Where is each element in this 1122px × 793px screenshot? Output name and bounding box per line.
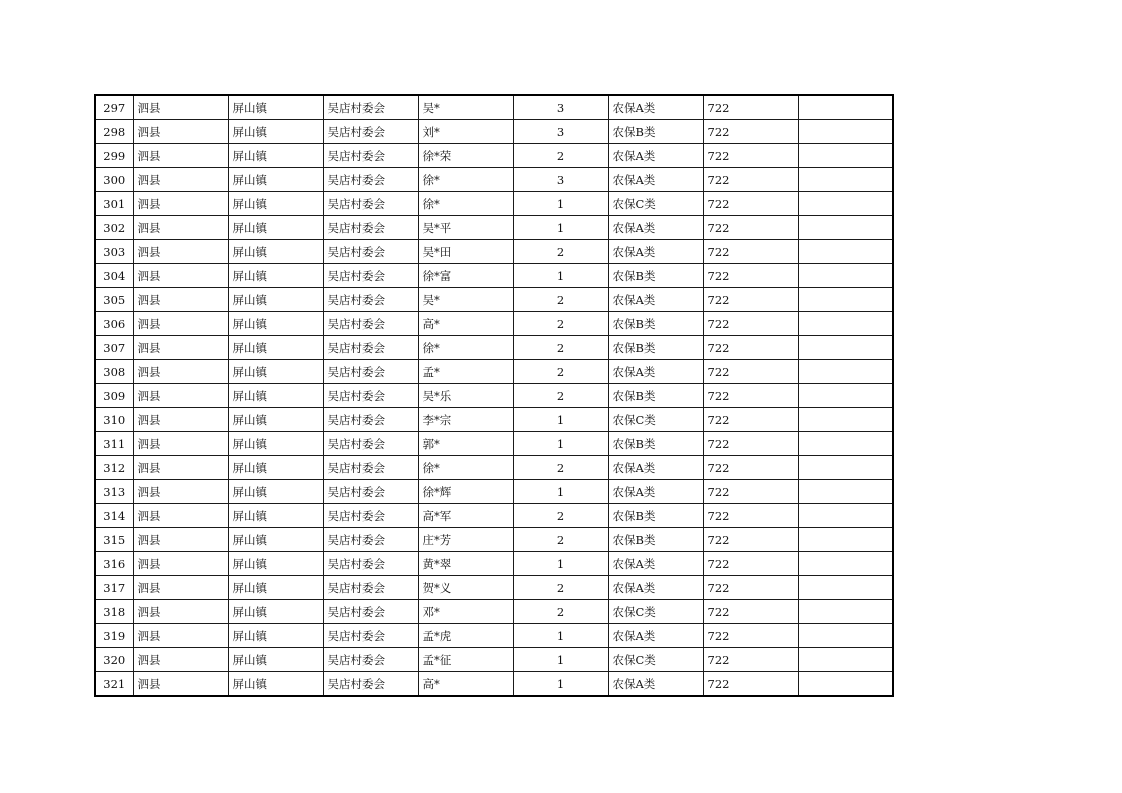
village-cell: 吴店村委会 [323,360,418,384]
county-cell: 泗县 [133,432,228,456]
persons-cell: 1 [513,192,608,216]
persons-cell: 1 [513,672,608,697]
amount-cell: 722 [703,648,798,672]
table-row [95,192,893,216]
category-cell: 农保B类 [608,336,703,360]
seq-cell: 304 [95,264,133,288]
county-cell: 泗县 [133,624,228,648]
amount-cell: 722 [703,528,798,552]
table-row [95,216,893,240]
category-cell: 农保C类 [608,192,703,216]
category-cell: 农保A类 [608,480,703,504]
name-cell: 吴* [418,95,513,120]
category-cell: 农保A类 [608,360,703,384]
town-cell: 屏山镇 [228,648,323,672]
persons-cell: 2 [513,528,608,552]
amount-cell: 722 [703,600,798,624]
persons-cell: 2 [513,288,608,312]
persons-cell: 3 [513,120,608,144]
roster-table-body [95,95,893,696]
category-cell: 农保A类 [608,95,703,120]
village-cell: 吴店村委会 [323,95,418,120]
county-cell: 泗县 [133,95,228,120]
county-cell: 泗县 [133,552,228,576]
amount-cell: 722 [703,456,798,480]
table-row [95,504,893,528]
seq-cell: 298 [95,120,133,144]
category-cell: 农保B类 [608,432,703,456]
town-cell: 屏山镇 [228,576,323,600]
town-cell: 屏山镇 [228,624,323,648]
amount-cell: 722 [703,552,798,576]
remark-cell [798,312,893,336]
seq-cell: 297 [95,95,133,120]
county-cell: 泗县 [133,384,228,408]
table-row [95,648,893,672]
name-cell: 吴* [418,288,513,312]
county-cell: 泗县 [133,576,228,600]
persons-cell: 2 [513,144,608,168]
town-cell: 屏山镇 [228,264,323,288]
village-cell: 吴店村委会 [323,432,418,456]
county-cell: 泗县 [133,240,228,264]
village-cell: 吴店村委会 [323,240,418,264]
name-cell: 徐* [418,192,513,216]
county-cell: 泗县 [133,264,228,288]
town-cell: 屏山镇 [228,360,323,384]
table-row [95,456,893,480]
town-cell: 屏山镇 [228,528,323,552]
table-row [95,312,893,336]
county-cell: 泗县 [133,216,228,240]
table-row [95,336,893,360]
persons-cell: 2 [513,360,608,384]
persons-cell: 3 [513,95,608,120]
town-cell: 屏山镇 [228,120,323,144]
village-cell: 吴店村委会 [323,480,418,504]
amount-cell: 722 [703,312,798,336]
remark-cell [798,360,893,384]
amount-cell: 722 [703,264,798,288]
county-cell: 泗县 [133,192,228,216]
name-cell: 黄*翠 [418,552,513,576]
seq-cell: 318 [95,600,133,624]
remark-cell [798,576,893,600]
category-cell: 农保A类 [608,552,703,576]
town-cell: 屏山镇 [228,408,323,432]
seq-cell: 315 [95,528,133,552]
amount-cell: 722 [703,336,798,360]
seq-cell: 319 [95,624,133,648]
amount-cell: 722 [703,432,798,456]
seq-cell: 310 [95,408,133,432]
category-cell: 农保A类 [608,576,703,600]
village-cell: 吴店村委会 [323,648,418,672]
remark-cell [798,648,893,672]
amount-cell: 722 [703,192,798,216]
amount-cell: 722 [703,144,798,168]
seq-cell: 307 [95,336,133,360]
name-cell: 徐* [418,456,513,480]
category-cell: 农保A类 [608,456,703,480]
town-cell: 屏山镇 [228,216,323,240]
category-cell: 农保C类 [608,648,703,672]
remark-cell [798,432,893,456]
category-cell: 农保B类 [608,120,703,144]
county-cell: 泗县 [133,408,228,432]
village-cell: 吴店村委会 [323,312,418,336]
table-row [95,600,893,624]
village-cell: 吴店村委会 [323,672,418,697]
county-cell: 泗县 [133,168,228,192]
seq-cell: 299 [95,144,133,168]
name-cell: 徐* [418,336,513,360]
name-cell: 吴*平 [418,216,513,240]
persons-cell: 1 [513,408,608,432]
amount-cell: 722 [703,120,798,144]
table-row [95,432,893,456]
amount-cell: 722 [703,95,798,120]
name-cell: 徐*辉 [418,480,513,504]
village-cell: 吴店村委会 [323,288,418,312]
remark-cell [798,288,893,312]
category-cell: 农保A类 [608,288,703,312]
seq-cell: 317 [95,576,133,600]
remark-cell [798,408,893,432]
county-cell: 泗县 [133,504,228,528]
remark-cell [798,504,893,528]
name-cell: 徐* [418,168,513,192]
name-cell: 孟* [418,360,513,384]
name-cell: 高* [418,672,513,697]
category-cell: 农保A类 [608,144,703,168]
table-row [95,408,893,432]
remark-cell [798,480,893,504]
persons-cell: 2 [513,600,608,624]
table-row [95,672,893,697]
village-cell: 吴店村委会 [323,576,418,600]
village-cell: 吴店村委会 [323,120,418,144]
category-cell: 农保C类 [608,408,703,432]
persons-cell: 1 [513,552,608,576]
county-cell: 泗县 [133,312,228,336]
town-cell: 屏山镇 [228,240,323,264]
name-cell: 刘* [418,120,513,144]
persons-cell: 2 [513,336,608,360]
town-cell: 屏山镇 [228,192,323,216]
seq-cell: 301 [95,192,133,216]
category-cell: 农保B类 [608,528,703,552]
remark-cell [798,672,893,697]
county-cell: 泗县 [133,672,228,697]
amount-cell: 722 [703,672,798,697]
seq-cell: 314 [95,504,133,528]
category-cell: 农保A类 [608,624,703,648]
remark-cell [798,95,893,120]
village-cell: 吴店村委会 [323,336,418,360]
seq-cell: 320 [95,648,133,672]
table-row [95,360,893,384]
category-cell: 农保A类 [608,216,703,240]
persons-cell: 2 [513,312,608,336]
village-cell: 吴店村委会 [323,456,418,480]
remark-cell [798,384,893,408]
name-cell: 贺*义 [418,576,513,600]
town-cell: 屏山镇 [228,95,323,120]
persons-cell: 1 [513,264,608,288]
name-cell: 孟*虎 [418,624,513,648]
amount-cell: 722 [703,216,798,240]
village-cell: 吴店村委会 [323,144,418,168]
name-cell: 庄*芳 [418,528,513,552]
county-cell: 泗县 [133,144,228,168]
persons-cell: 3 [513,168,608,192]
remark-cell [798,624,893,648]
seq-cell: 300 [95,168,133,192]
village-cell: 吴店村委会 [323,408,418,432]
town-cell: 屏山镇 [228,336,323,360]
county-cell: 泗县 [133,480,228,504]
table-row [95,552,893,576]
table-row [95,384,893,408]
county-cell: 泗县 [133,288,228,312]
county-cell: 泗县 [133,120,228,144]
persons-cell: 1 [513,216,608,240]
town-cell: 屏山镇 [228,312,323,336]
name-cell: 徐*富 [418,264,513,288]
town-cell: 屏山镇 [228,168,323,192]
remark-cell [798,120,893,144]
table-row [95,95,893,120]
amount-cell: 722 [703,168,798,192]
amount-cell: 722 [703,384,798,408]
amount-cell: 722 [703,408,798,432]
name-cell: 孟*征 [418,648,513,672]
name-cell: 吴*乐 [418,384,513,408]
remark-cell [798,168,893,192]
persons-cell: 1 [513,624,608,648]
town-cell: 屏山镇 [228,552,323,576]
town-cell: 屏山镇 [228,432,323,456]
village-cell: 吴店村委会 [323,216,418,240]
remark-cell [798,600,893,624]
seq-cell: 303 [95,240,133,264]
village-cell: 吴店村委会 [323,192,418,216]
seq-cell: 312 [95,456,133,480]
amount-cell: 722 [703,288,798,312]
category-cell: 农保A类 [608,168,703,192]
category-cell: 农保A类 [608,672,703,697]
category-cell: 农保B类 [608,504,703,528]
name-cell: 郭* [418,432,513,456]
remark-cell [798,528,893,552]
county-cell: 泗县 [133,456,228,480]
seq-cell: 305 [95,288,133,312]
name-cell: 李*宗 [418,408,513,432]
seq-cell: 321 [95,672,133,697]
amount-cell: 722 [703,504,798,528]
town-cell: 屏山镇 [228,456,323,480]
persons-cell: 2 [513,456,608,480]
county-cell: 泗县 [133,336,228,360]
remark-cell [798,456,893,480]
category-cell: 农保B类 [608,264,703,288]
remark-cell [798,240,893,264]
name-cell: 吴*田 [418,240,513,264]
village-cell: 吴店村委会 [323,264,418,288]
table-row [95,264,893,288]
village-cell: 吴店村委会 [323,384,418,408]
remark-cell [798,336,893,360]
county-cell: 泗县 [133,360,228,384]
seq-cell: 308 [95,360,133,384]
category-cell: 农保C类 [608,600,703,624]
persons-cell: 2 [513,576,608,600]
village-cell: 吴店村委会 [323,168,418,192]
persons-cell: 2 [513,240,608,264]
persons-cell: 1 [513,648,608,672]
table-row [95,168,893,192]
town-cell: 屏山镇 [228,672,323,697]
amount-cell: 722 [703,624,798,648]
name-cell: 徐*荣 [418,144,513,168]
table-row [95,240,893,264]
town-cell: 屏山镇 [228,288,323,312]
town-cell: 屏山镇 [228,384,323,408]
category-cell: 农保B类 [608,312,703,336]
amount-cell: 722 [703,360,798,384]
village-cell: 吴店村委会 [323,552,418,576]
county-cell: 泗县 [133,600,228,624]
table-row [95,624,893,648]
remark-cell [798,552,893,576]
village-cell: 吴店村委会 [323,600,418,624]
category-cell: 农保B类 [608,384,703,408]
remark-cell [798,144,893,168]
table-row [95,144,893,168]
town-cell: 屏山镇 [228,144,323,168]
seq-cell: 316 [95,552,133,576]
seq-cell: 309 [95,384,133,408]
category-cell: 农保A类 [608,240,703,264]
amount-cell: 722 [703,240,798,264]
town-cell: 屏山镇 [228,600,323,624]
table-row [95,576,893,600]
county-cell: 泗县 [133,648,228,672]
name-cell: 邓* [418,600,513,624]
persons-cell: 2 [513,384,608,408]
table-row [95,288,893,312]
village-cell: 吴店村委会 [323,504,418,528]
remark-cell [798,264,893,288]
town-cell: 屏山镇 [228,504,323,528]
table-row [95,120,893,144]
seq-cell: 311 [95,432,133,456]
seq-cell: 306 [95,312,133,336]
amount-cell: 722 [703,576,798,600]
roster-table [94,94,894,697]
remark-cell [798,192,893,216]
persons-cell: 1 [513,432,608,456]
town-cell: 屏山镇 [228,480,323,504]
seq-cell: 313 [95,480,133,504]
seq-cell: 302 [95,216,133,240]
name-cell: 高*军 [418,504,513,528]
amount-cell: 722 [703,480,798,504]
table-row [95,480,893,504]
name-cell: 高* [418,312,513,336]
persons-cell: 2 [513,504,608,528]
table-row [95,528,893,552]
village-cell: 吴店村委会 [323,528,418,552]
remark-cell [798,216,893,240]
persons-cell: 1 [513,480,608,504]
village-cell: 吴店村委会 [323,624,418,648]
county-cell: 泗县 [133,528,228,552]
